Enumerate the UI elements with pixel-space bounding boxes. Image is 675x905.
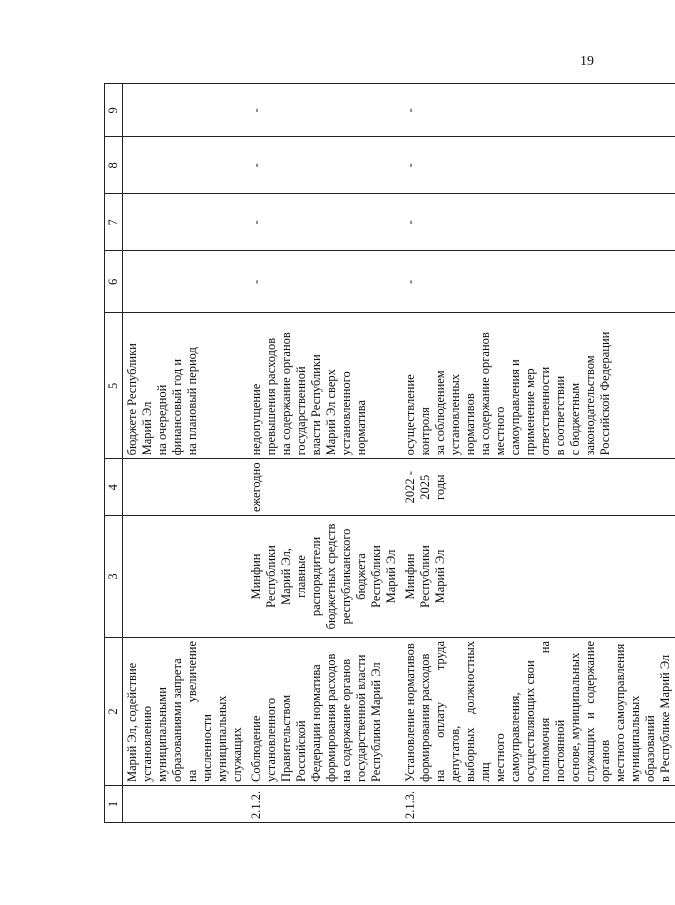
plan-table: [104, 83, 675, 823]
header-row: [105, 84, 123, 823]
cell-c8: [123, 137, 248, 194]
cell-line: Российской Федерации: [598, 331, 612, 456]
cell-line: Соблюдение установленного: [249, 697, 278, 782]
cell-line: ответственности: [538, 366, 552, 456]
header-cell: 2: [105, 638, 123, 786]
table-row: [401, 84, 675, 823]
cell-line: норматива: [354, 399, 368, 456]
cell-line: осуществляющих свои: [523, 660, 537, 782]
cell-line: государственной: [294, 366, 308, 456]
cell-line: распорядители: [309, 536, 323, 617]
cell-line: служащих и содержание органов: [583, 641, 612, 782]
header-cell: 6: [105, 251, 123, 313]
cell-measure: [401, 638, 675, 786]
row-number: 2.1.2.: [247, 786, 401, 823]
cell-measure: [123, 638, 248, 786]
cell-line: формирования расходов: [324, 653, 338, 782]
cell-line: Республики: [369, 545, 383, 608]
cell-line: республиканского: [339, 528, 353, 625]
cell-line: муниципальных образований: [628, 695, 657, 782]
cell-c7: -: [401, 194, 675, 251]
table-body: [123, 84, 675, 823]
page-number: 19: [580, 54, 594, 69]
cell-result: [401, 313, 675, 459]
cell-line: Республики Марий Эл: [369, 662, 383, 782]
cell-term: [401, 459, 675, 516]
cell-line: нормативов: [463, 393, 477, 456]
cell-term: [247, 459, 401, 516]
cell-c9: -: [401, 84, 675, 137]
cell-c6: [123, 251, 248, 313]
cell-line: установленных: [448, 373, 462, 456]
cell-result: [123, 313, 248, 459]
cell-line: Правительством Российской: [279, 694, 308, 782]
cell-line: на очередной: [155, 384, 169, 456]
cell-line: Марий Эл,: [279, 548, 293, 605]
cell-c8: -: [247, 137, 401, 194]
cell-line: местного самоуправления: [613, 643, 627, 782]
cell-line: установленного: [339, 371, 353, 456]
cell-line: в соответствии: [553, 375, 567, 456]
cell-line: недопущение: [249, 383, 263, 456]
cell-line: основе, муниципальных: [568, 652, 582, 782]
cell-line: контроля: [418, 407, 432, 456]
cell-measure: [247, 638, 401, 786]
header-cell: 1: [105, 786, 123, 823]
cell-line: Марий Эл: [140, 401, 154, 456]
cell-line: бюджете Республики: [125, 343, 139, 456]
header-cell: 3: [105, 516, 123, 638]
cell-line: местного: [493, 406, 507, 456]
header-cell: 8: [105, 137, 123, 194]
cell-line: формирования расходов: [418, 653, 432, 782]
cell-line: Марий Эл: [433, 549, 447, 604]
cell-executor: [247, 516, 401, 638]
cell-line: за соблюдением: [433, 370, 447, 456]
cell-line: полномочия на постоянной: [538, 641, 567, 782]
cell-c7: -: [247, 194, 401, 251]
cell-c6: -: [401, 251, 675, 313]
cell-line: в Республике Марий Эл: [658, 654, 672, 782]
cell-line: выборных должностных лиц: [463, 641, 492, 782]
header-cell: 4: [105, 459, 123, 516]
cell-line: на оплату труда депутатов,: [433, 641, 462, 782]
cell-term: [123, 459, 248, 516]
table-row: [123, 84, 248, 823]
cell-line: осуществление: [403, 374, 417, 456]
cell-line: Федерации норматива: [309, 664, 323, 782]
cell-line: законодательством: [583, 355, 597, 456]
cell-line: на плановый период: [185, 347, 199, 456]
cell-line: Республики: [264, 545, 278, 608]
cell-line: финансовый год и: [170, 358, 184, 456]
cell-line: с бюджетным: [568, 382, 582, 456]
cell-line: Установление нормативов: [403, 643, 417, 782]
cell-line: на содержание органов: [339, 658, 353, 782]
cell-line: государственной власти: [354, 654, 368, 782]
table-row: [247, 84, 401, 823]
cell-c6: -: [247, 251, 401, 313]
header-cell: 9: [105, 84, 123, 137]
row-number: 2.1.3.: [401, 786, 675, 823]
cell-line: Минфин: [403, 553, 417, 600]
cell-result: [247, 313, 401, 459]
cell-line: Республики: [418, 545, 432, 608]
cell-line: установлению муниципальными: [140, 687, 169, 782]
cell-line: самоуправления и: [508, 359, 522, 456]
cell-line: Марий Эл, содействие: [125, 662, 139, 782]
cell-line: на содержание органов: [478, 332, 492, 456]
cell-c9: [123, 84, 248, 137]
cell-c8: -: [401, 137, 675, 194]
cell-line: Марий Эл: [384, 549, 398, 604]
cell-line: применение мер: [523, 368, 537, 456]
row-number: [123, 786, 248, 823]
cell-line: 2022 - 2025: [403, 471, 432, 504]
cell-line: годы: [433, 474, 447, 500]
cell-line: Марий Эл сверх: [324, 369, 338, 456]
cell-line: ежегодно: [249, 462, 263, 512]
cell-c7: [123, 194, 248, 251]
cell-line: бюджетных средств: [324, 523, 338, 630]
cell-c9: -: [247, 84, 401, 137]
cell-line: главные: [294, 555, 308, 598]
cell-line: на содержание органов: [279, 332, 293, 456]
cell-line: власти Республики: [309, 354, 323, 456]
cell-executor: [123, 516, 248, 638]
cell-line: на увеличение численности: [185, 641, 214, 782]
cell-line: образованиями запрета: [170, 658, 184, 782]
cell-line: Минфин: [249, 553, 263, 600]
cell-line: превышения расходов: [264, 337, 278, 456]
cell-line: местного самоуправления,: [493, 692, 522, 782]
cell-executor: [401, 516, 675, 638]
header-cell: 7: [105, 194, 123, 251]
cell-line: бюджета: [354, 553, 368, 600]
cell-line: муниципальных служащих: [215, 695, 244, 782]
header-cell: 5: [105, 313, 123, 459]
